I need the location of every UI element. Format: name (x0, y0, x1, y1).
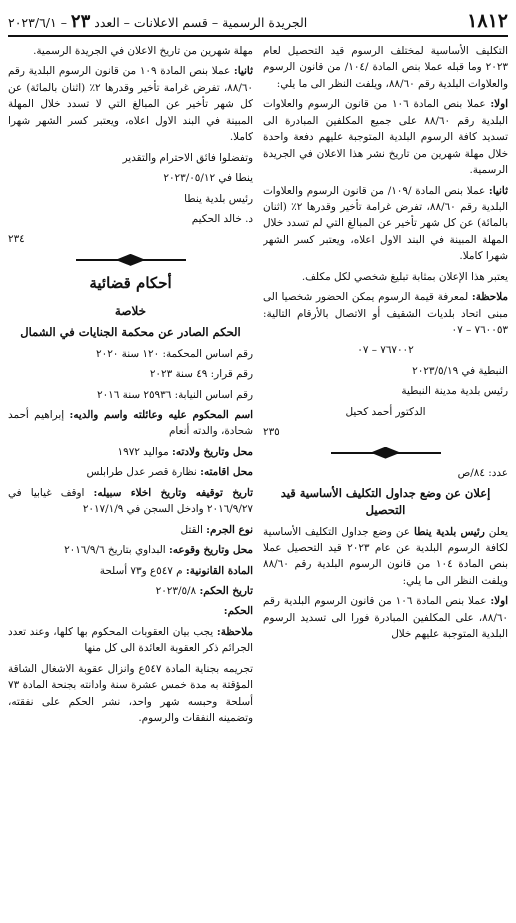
phone-number: ٧٦٧٠٠٢ – ٠٧ (357, 344, 414, 357)
page-header (8, 6, 508, 37)
field-value: نظارة قصر عدل طرابلس (86, 466, 201, 479)
court-heading: الحكم الصادر عن محكمة الجنايات في الشمال (20, 325, 241, 340)
running-title-prefix: الجريدة الرسمية – قسم الاعلانات – العدد (94, 15, 308, 30)
field-row (8, 444, 253, 460)
field-row (8, 464, 253, 480)
notification-paragraph: يعتبر هذا الإعلان بمثابة تبليغ شخصي لكل مكلف. (301, 270, 508, 283)
running-title: الجريدة الرسمية – قسم الاعلانات – العدد ٢٣ – ٢٠٢٣/٦/١ (8, 11, 308, 32)
signature-name: الدكتور أحمد كحيل (345, 405, 426, 418)
judgment-fields (8, 346, 253, 620)
signature-title: رئيس بلدية مدينة النبطية (401, 385, 508, 398)
field-row (8, 603, 253, 619)
field-value: البداوي بتاريخ ٢٠١٦/٩/٦ (64, 544, 169, 557)
field-label: نوع الجرم: (206, 523, 253, 536)
field-row (8, 366, 253, 382)
clause-text: عملا بنص المادة ١٠٦ من قانون الرسوم البلدية رقم ٨٨/٦٠، على المكلفين المبادرة فورا الى تسديد الرسوم البلدية المتوجبة عليهم خلال (263, 595, 508, 641)
clause-text: عملا بنص المادة /١٠٩/ من قانون الرسوم والعلاوات البلدية رقم ٨٨/٦٠، تفرض غرامة تأخير وقدرها ٢٪ (اثنان بالمائة) عن كل شهر تأخير عن المبالغ التي لم تسدد خلال المهلة المبينة في البند الاول اعلاه، ويعتبر كسر الشهر شهرا كاملا. (263, 184, 508, 263)
right-column (263, 43, 508, 923)
field-row (8, 542, 253, 558)
note-label: ملاحظة: (471, 291, 508, 304)
issue-date: ٢٠٢٣/٦/١ (8, 15, 57, 30)
summary-heading: خلاصة (114, 303, 147, 318)
signature-name: د. خالد الحكيم (191, 212, 253, 225)
reference-number: ٢٣٤ (8, 233, 25, 246)
continuation-paragraph: مهلة شهرين من تاريخ الاعلان في الجريدة الرسمية. (33, 45, 253, 57)
field-value: م ٥٤٧ع و٧٣ أسلحة (99, 564, 186, 577)
left-column (8, 43, 253, 923)
field-value: رقم اساس المحكمة: ١٢٠ سنة ٢٠٢٠ (96, 347, 253, 360)
clause-second (263, 183, 508, 265)
date-line: ينطا في ٢٠٢٣/٠٥/١٢ (163, 172, 253, 185)
field-value: ٢٠٢٣/٥/٨ (155, 584, 200, 597)
note-paragraph (8, 624, 253, 657)
section-title: أحكام قضائية (89, 273, 172, 292)
columns (8, 43, 508, 923)
announcement-title: إعلان عن وضع جداول التكليف الأساسية قيد التحصيل (280, 486, 491, 518)
field-row (8, 563, 253, 579)
clause-label: ثانيا: (488, 184, 508, 197)
note-paragraph (263, 289, 508, 338)
field-label: محل وتاريخ وقوعه: (168, 544, 253, 557)
clause-first-b (263, 593, 508, 642)
page-number: ١٨١٢ (467, 10, 508, 32)
clause-text: عملا بنص المادة ١٠٩ من قانون الرسوم البلدية رقم ٨٨/٦٠، تفرض غرامة تأخير وقدرها ٢٪ (اثنان بالمائة) عن كل شهر تأخير عن المبالغ التي لا تسدد خلال المهلة المبينة في البند الاول اعلاه، ويعتبر كسر الشهر شهرا كاملا. (8, 65, 253, 144)
signature-title: رئيس بلدية ينطا (184, 192, 253, 205)
field-value: رقم قرار: ٤٩ سنة ٢٠٢٣ (149, 368, 253, 381)
reference-number: ٢٣٥ (263, 426, 280, 439)
field-label: تاريخ الحكم: (199, 584, 253, 597)
field-row (8, 583, 253, 599)
field-label: المادة القانونية: (185, 564, 253, 577)
field-label: اسم المحكوم عليه وعائلته واسم والديه: (69, 409, 253, 422)
section-divider (331, 447, 441, 459)
issue-count: عدد: ٨٤/ص (457, 466, 508, 479)
announce-post: عن وضع جداول التكليف الأساسية لكافة الرسوم البلدية عن عام ٢٠٢٣ قيد التحصيل عملا بنص المادة ١٠٤ من قانون الرسوم البلدية رقم ٨٨/٦٠ ويلفت النظر الى ما يلي: (263, 525, 508, 587)
note-label: ملاحظة: (216, 625, 253, 638)
field-value: إبراهيم أحمد شحادة، والدته أنعام (8, 409, 253, 438)
clause-label: ثانيا: (233, 65, 253, 78)
closing-line: وتفضلوا فائق الاحترام والتقدير (122, 151, 253, 164)
announcement-paragraph (263, 524, 508, 590)
announce-subject: رئيس بلدية ينطا (413, 525, 485, 538)
verdict-paragraph: تجريمه بجناية المادة ٥٤٧ع وانزال عقوبة الاشغال الشاقة المؤقتة به مدة خمس عشرة سنة وادانته بجنحة المادة ٧٣ أسلحة وحبسه شهر واحد، نشر الحكم على نفقته، وتضمينه النفقات والرسوم. (8, 662, 253, 725)
field-value: مواليد ١٩٧٢ (117, 445, 173, 458)
field-label: الحكم: (223, 605, 253, 618)
field-value: رقم اساس النيابة: ٢٥٩٣٦ سنة ٢٠١٦ (97, 388, 253, 401)
section-divider (76, 254, 186, 266)
field-value: اوقف غيابيا في ٢٠١٦/٩/٢٧ وادخل السجن في ٢٠١٧/١/٩ (8, 486, 253, 516)
intro-paragraph: التكليف الأساسية لمختلف الرسوم قيد التحصيل لعام ٢٠٢٣ وما قبله عملا بنص المادة /١٠٤/ من قانون الرسوم والعلاوات البلدية رقم ٨٨/٦٠، ويلفت النظر الى ما يلي: (263, 45, 508, 90)
announce-pre: يعلن (484, 525, 508, 538)
issue-number: ٢٣ (70, 11, 91, 32)
field-row (8, 485, 253, 518)
field-label: محل اقامته: (200, 466, 253, 479)
field-row (8, 346, 253, 362)
field-row (8, 522, 253, 538)
field-row (8, 407, 253, 440)
clause-text: عملا بنص المادة ١٠٦ من قانون الرسوم والعلاوات البلدية رقم ٨٨/٦٠ على جميع المكلفين المبادرة الى تسديد كافة الرسوم البلدية المتوجبة عليهم دفعة واحدة خلال مهلة شهرين من تاريخ نشر هذا الاعلان في الجريدة الرسمية. (263, 98, 508, 177)
field-label: تاريخ توقيفه وتاريخ اخلاء سبيله: (93, 486, 253, 499)
clause-label: اولا: (490, 98, 508, 111)
clause-label: اولا: (490, 595, 508, 608)
note-text: لمعرفة قيمة الرسوم يمكن الحضور شخصيا الى مبنى اتحاد بلديات الشقيف أو الاتصال بالأرقام التالية: ٧٦٠٠٥٣ – ٠٧ (263, 291, 508, 336)
clause-second-b (8, 63, 253, 145)
clause-first (263, 96, 508, 178)
note-text: يجب بيان العقوبات المحكوم بها كلها، وعند تعدد الجرائم ذكر العقوبة العائدة الى كل منها (8, 625, 253, 655)
field-row (8, 387, 253, 403)
field-label: محل وتاريخ ولادته: (172, 445, 253, 458)
field-value: القتل (180, 523, 207, 536)
date-line: النبطية في ٢٠٢٣/٥/١٩ (412, 364, 508, 377)
